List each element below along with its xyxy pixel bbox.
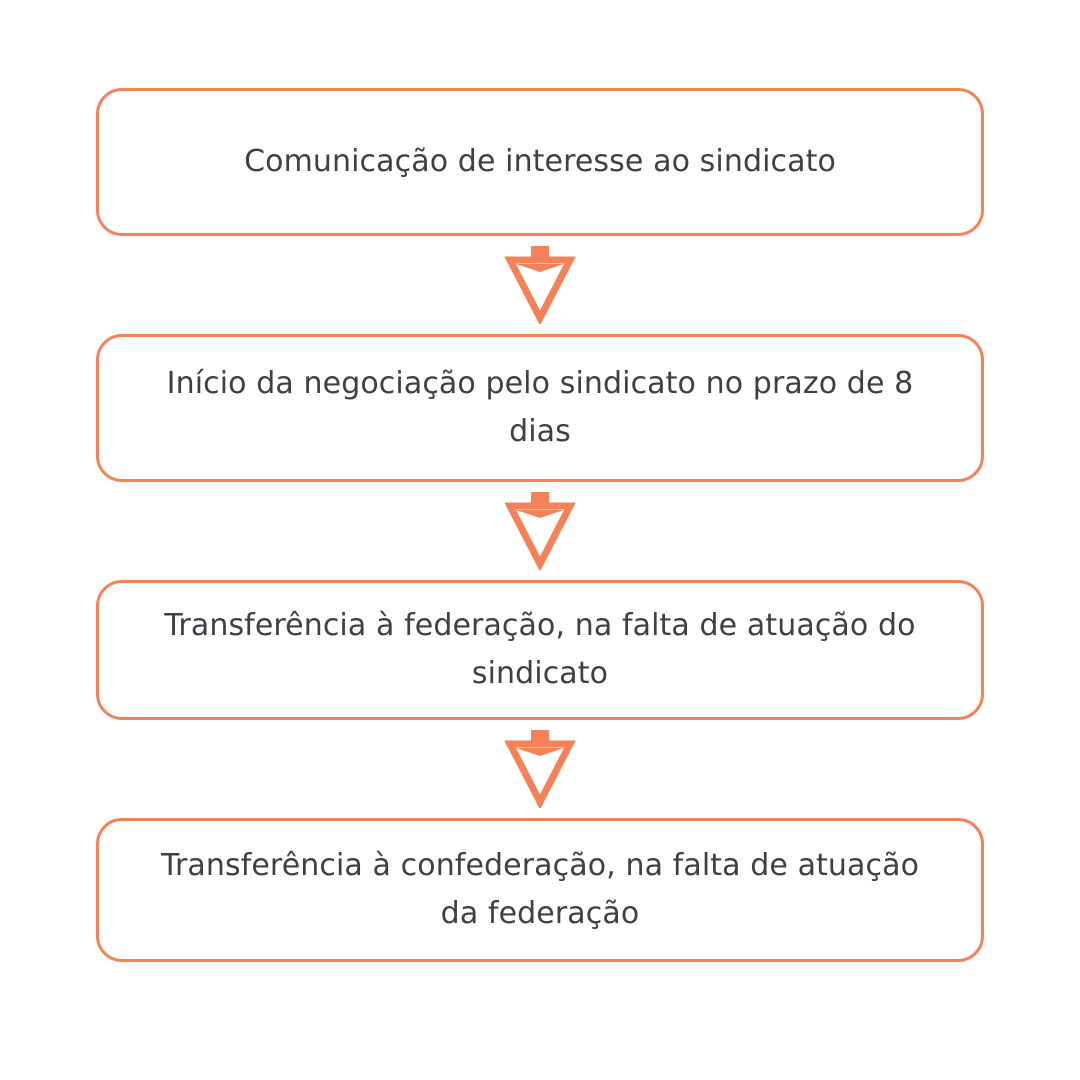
arrow-down-icon: [504, 246, 576, 324]
flowchart-node-step-1: [96, 88, 984, 236]
flowchart-node-label: Transferência à confederação, na falta de atuação da federação: [160, 848, 920, 931]
flowchart-node-label: Início da negociação pelo sindicato no prazo de 8 dias: [166, 366, 914, 449]
flowchart-connector-arrow-1: [96, 236, 984, 334]
flowchart-node-step-2: [96, 334, 984, 482]
arrow-down-icon: [504, 730, 576, 808]
flowchart-connector-arrow-3: [96, 720, 984, 818]
flowchart-node-label: Transferência à federação, na falta de atuação do sindicato: [164, 608, 916, 691]
flowchart-node-label: Comunicação de interesse ao sindicato: [244, 144, 836, 179]
flowchart-connector-arrow-2: [96, 482, 984, 580]
arrow-down-icon: [504, 492, 576, 570]
flowchart-node-step-4: [96, 818, 984, 962]
flowchart-node-step-3: [96, 580, 984, 720]
